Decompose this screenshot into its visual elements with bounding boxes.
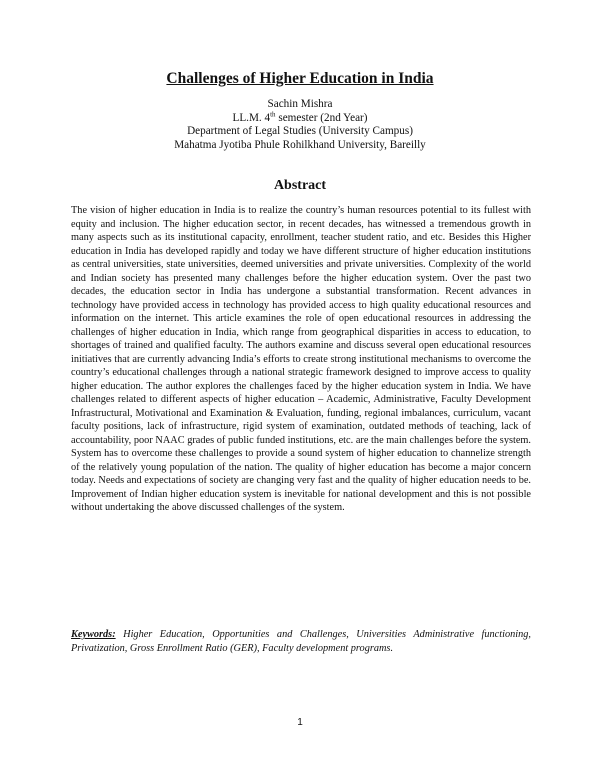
- abstract-heading: Abstract: [273, 178, 327, 193]
- degree-suffix: semester (2nd Year): [275, 111, 368, 124]
- keywords-list: Higher Education, Opportunities and Challenges, Universities Administrative functioning, Privatization, Gross Enrollment Ratio (GER), Faculty development programs.: [71, 629, 531, 654]
- author-department: Department of Legal Studies (University Campus): [187, 125, 413, 138]
- degree-superscript: th: [270, 109, 276, 118]
- degree-prefix: LL.M. 4: [232, 111, 271, 124]
- author-name: Sachin Mishra: [267, 98, 333, 110]
- page-number: 1: [297, 717, 303, 728]
- author-block: [0, 98, 600, 152]
- keywords-paragraph: [71, 628, 531, 655]
- author-university: Mahatma Jyotiba Phule Rohilkhand University, Bareilly: [174, 138, 426, 151]
- paper-title: Challenges of Higher Education in India: [166, 70, 434, 87]
- author-degree: [0, 109, 600, 126]
- keywords-label: Keywords:: [71, 629, 116, 640]
- abstract-body: The vision of higher education in India is to realize the country’s human resources potential to its fullest with equity and inclusion. The higher education sector, in recent decades, has witnessed a tremendous growth in many aspects such as its institutional capacity, enrollment, teacher student ratio, and etc. Besides this Higher education in India has developed rapidly and today we have different structure of higher education institutions as central universities, state universities, deemed universities and private universities. Complexity of the world and Indian society has presented many challenges before the higher education system. Over the past two decades, the education sector in India has undergone a substantial transformation. Recent advances in technology have provided access in technology has provided access to high quality educational resources and information on the internet. This article examines the role of open educational resources in addressing the challenges of higher education in India, which range from geographical disparities in access to education, to shortages of trained and qualified faculty. The authors examine and discuss several open educational resources initiatives that are currently advancing India’s efforts to create strong institutional mechanisms to overcome the country’s educational challenges through a national strategic framework designed to improve access to quality higher education. The author explores the challenges faced by the higher education system in India. We have challenges related to different aspects of higher education – Academic, Administrative, Faculty Development Infrastructural, Motivational and Examination & Evaluation, funding, regional imbalances, curriculum, vacant faculty positions, lack of infrastructure, rigid system of examination, outdated methods of teaching, lack of accountability, poor NAAC grades of public funded institutions, etc. are the main challenges before the system. System has to overcome these challenges to provide a sound system of higher education to channelize strength of the relatively young population of the nation. The quality of higher education has become a major concern today. Needs and expectations of society are changing very fast and the quality of higher education needs to be. Improvement of Indian higher education system is inevitable for national development and this is not possible without undertaking the above discussed challenges of the system.: [71, 205, 531, 513]
